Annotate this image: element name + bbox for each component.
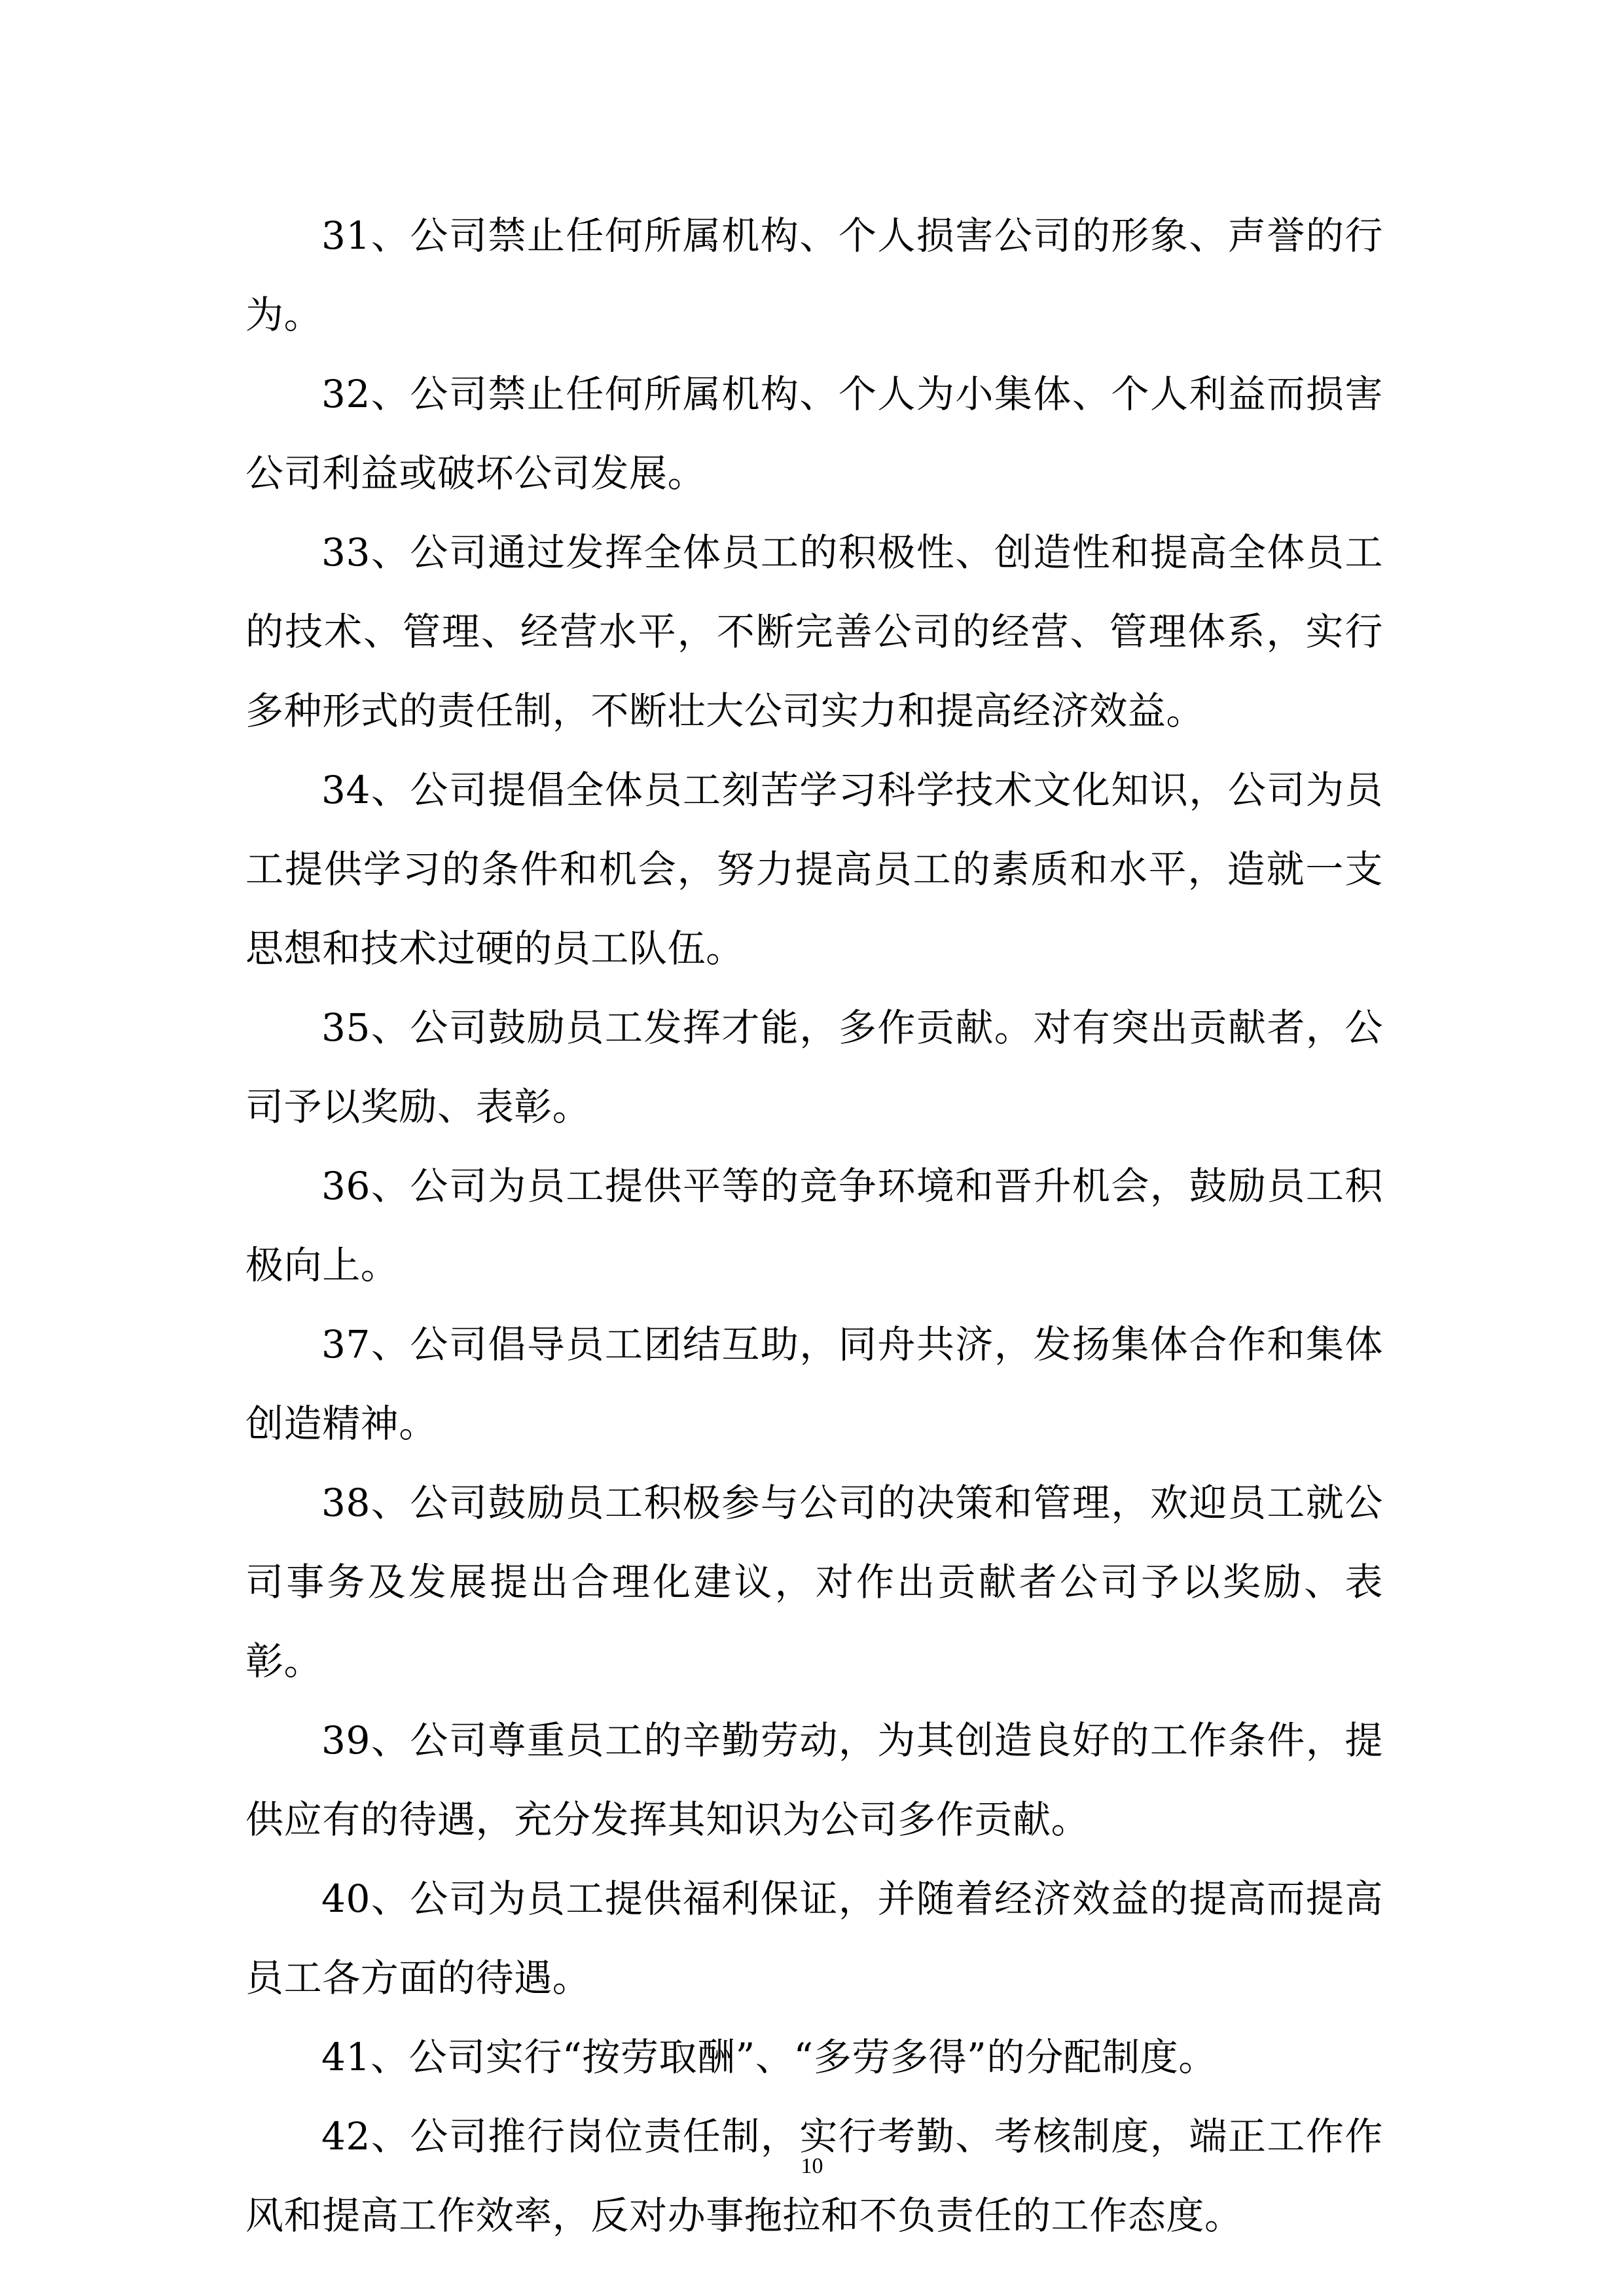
document-body <box>245 196 1383 2255</box>
paragraph-32: 32、公司禁止任何所属机构、个人为小集体、个人利益而损害公司利益或破坏公司发展。 <box>245 372 1383 495</box>
page-number: 10 <box>801 2154 823 2178</box>
paragraph-38: 38、公司鼓励员工积极参与公司的决策和管理，欢迎员工就公司事务及发展提出合理化建议，对作出贡献者公司予以奖励、表彰。 <box>245 1480 1383 1683</box>
paragraph-41: 41、公司实行“按劳取酬”、“多劳多得”的分配制度。 <box>321 2035 1218 2079</box>
paragraph-35: 35、公司鼓励员工发挥才能，多作贡献。对有突出贡献者，公司予以奖励、表彰。 <box>245 1005 1383 1129</box>
paragraph-39: 39、公司尊重员工的辛勤劳动，为其创造良好的工作条件，提供应有的待遇，充分发挥其知识为公司多作贡献。 <box>245 1718 1383 1842</box>
paragraph-36: 36、公司为员工提供平等的竞争环境和晋升机会，鼓励员工积极向上。 <box>245 1164 1383 1287</box>
paragraph-34: 34、公司提倡全体员工刻苦学习科学技术文化知识，公司为员工提供学习的条件和机会，努力提高员工的素质和水平，造就一支思想和技术过硬的员工队伍。 <box>245 768 1383 971</box>
paragraph-37: 37、公司倡导员工团结互助，同舟共济，发扬集体合作和集体创造精神。 <box>245 1322 1383 1446</box>
paragraph-40: 40、公司为员工提供福利保证，并随着经济效益的提高而提高员工各方面的待遇。 <box>245 1876 1383 2000</box>
paragraph-33: 33、公司通过发挥全体员工的积极性、创造性和提高全体员工的技术、管理、经营水平，不断完善公司的经营、管理体系，实行多种形式的责任制，不断壮大公司实力和提高经济效益。 <box>245 530 1383 733</box>
paragraph-42: 42、公司推行岗位责任制，实行考勤、考核制度，端正工作作风和提高工作效率，反对办事拖拉和不负责任的工作态度。 <box>245 2114 1383 2238</box>
paragraph-31: 31、公司禁止任何所属机构、个人损害公司的形象、声誉的行为。 <box>245 213 1383 337</box>
